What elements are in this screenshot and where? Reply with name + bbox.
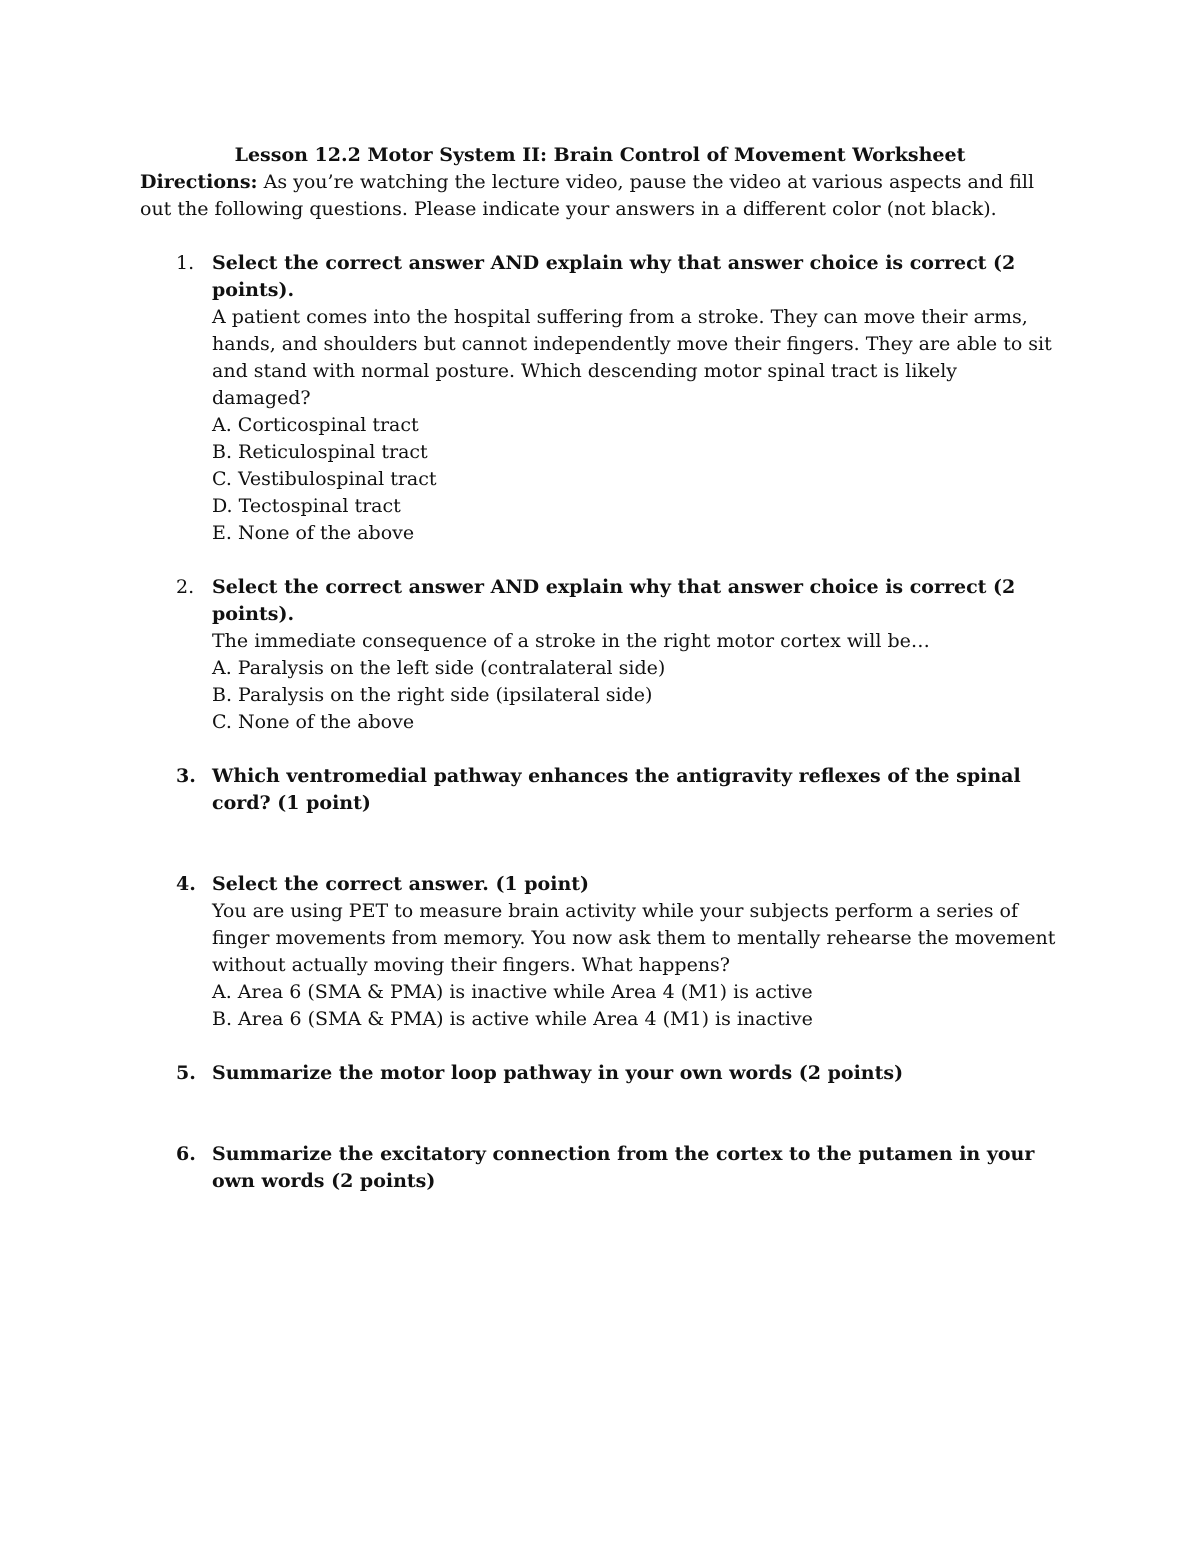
question-6	[140, 1141, 1060, 1195]
answer-option: B. Area 6 (SMA & PMA) is active while Area 4 (M1) is inactive	[212, 1008, 813, 1030]
question-prompt: Select the correct answer. (1 point)	[212, 873, 590, 895]
answer-option: A. Paralysis on the left side (contralateral side)	[212, 657, 666, 679]
question-list	[140, 250, 1060, 1195]
question-5	[140, 1060, 1060, 1087]
question-text: A patient comes into the hospital suffering from a stroke. They can move their arms, hands, and shoulders but cannot independently move their fingers. They are able to sit and stand with normal posture. Which descending motor spinal tract is likely damaged?	[212, 306, 1052, 409]
answer-option: B. Paralysis on the right side (ipsilateral side)	[212, 684, 653, 706]
question-2	[140, 574, 1060, 736]
directions-text: As you’re watching the lecture video, pause the video at various aspects and fill out the following questions. Please indicate your answers in a different color (not black).	[140, 171, 1035, 220]
directions-label: Directions:	[140, 171, 258, 193]
directions	[140, 169, 1060, 223]
answer-option: C. None of the above	[212, 711, 415, 733]
question-number: 1.	[176, 252, 195, 274]
answer-option: D. Tectospinal tract	[212, 495, 401, 517]
question-text: You are using PET to measure brain activity while your subjects perform a series of finger movements from memory. You now ask them to mentally rehearse the movement without actually moving their fingers. What happens?	[212, 900, 1056, 976]
question-4	[140, 871, 1060, 1033]
question-number: 6.	[176, 1143, 196, 1165]
answer-option: E. None of the above	[212, 522, 415, 544]
question-prompt: Select the correct answer AND explain why that answer choice is correct (2 points).	[212, 576, 1016, 625]
page-title: Lesson 12.2 Motor System II: Brain Control of Movement Worksheet	[234, 144, 966, 166]
question-3	[140, 763, 1060, 817]
question-number: 3.	[176, 765, 196, 787]
question-number: 2.	[176, 576, 195, 598]
answer-option: A. Corticospinal tract	[212, 414, 419, 436]
question-prompt: Which ventromedial pathway enhances the antigravity reflexes of the spinal cord? (1 point)	[212, 765, 1021, 814]
question-1	[140, 250, 1060, 547]
answer-option: B. Reticulospinal tract	[212, 441, 428, 463]
question-text: The immediate consequence of a stroke in the right motor cortex will be…	[212, 630, 930, 652]
question-number: 4.	[176, 873, 196, 895]
answer-option: A. Area 6 (SMA & PMA) is inactive while Area 4 (M1) is active	[212, 981, 813, 1003]
question-prompt: Select the correct answer AND explain why that answer choice is correct (2 points).	[212, 252, 1016, 301]
question-prompt: Summarize the motor loop pathway in your own words (2 points)	[212, 1062, 904, 1084]
answer-option: C. Vestibulospinal tract	[212, 468, 437, 490]
question-prompt: Summarize the excitatory connection from the cortex to the putamen in your own words (2 points)	[212, 1143, 1035, 1192]
question-number: 5.	[176, 1062, 196, 1084]
worksheet-page	[140, 142, 1060, 1195]
